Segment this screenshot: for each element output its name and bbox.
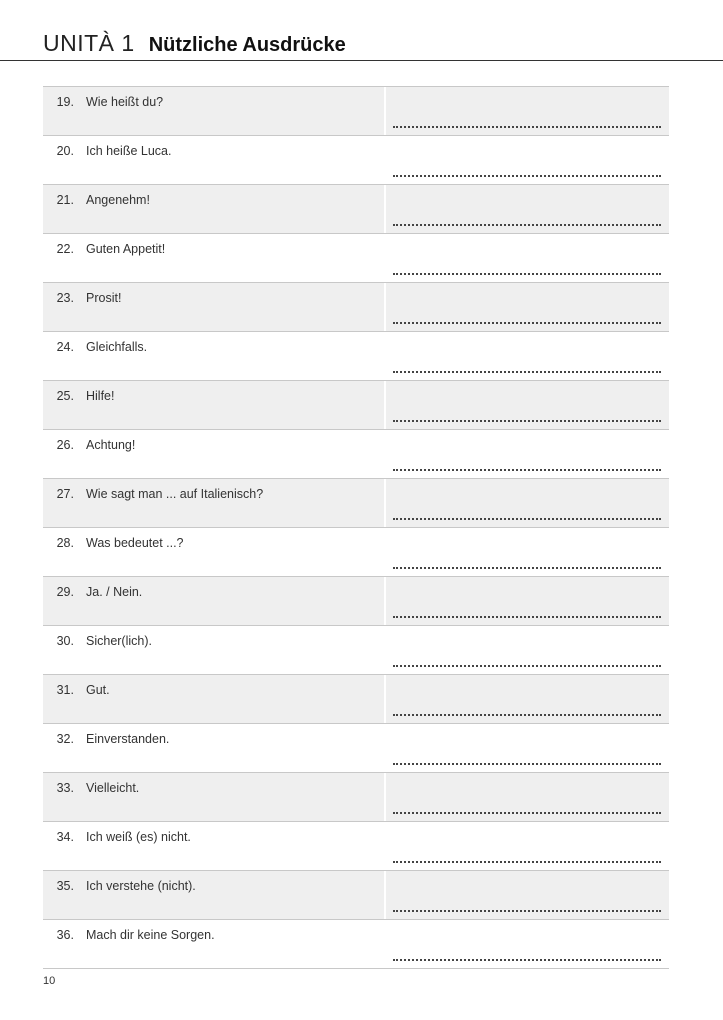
phrase-text: Gut. <box>86 683 110 697</box>
answer-line <box>393 714 661 716</box>
phrase-row <box>43 675 669 724</box>
phrase-number: 24. <box>56 340 74 354</box>
phrase-text: Ich verstehe (nicht). <box>86 879 196 893</box>
phrase-text: Ja. / Nein. <box>86 585 143 599</box>
phrase-row <box>43 430 669 479</box>
phrase-number: 23. <box>56 291 74 305</box>
phrase-number: 21. <box>56 193 74 207</box>
column-divider <box>384 773 386 821</box>
phrase-row <box>43 920 669 969</box>
phrase-number: 32. <box>56 732 74 746</box>
phrase-row <box>43 626 669 675</box>
phrase-row <box>43 724 669 773</box>
answer-line <box>393 665 661 667</box>
phrase-text: Ich weiß (es) nicht. <box>86 830 191 844</box>
phrase-text: Achtung! <box>86 438 136 452</box>
phrase-number: 33. <box>56 781 74 795</box>
answer-line <box>393 959 661 961</box>
phrase-number: 34. <box>56 830 74 844</box>
phrase-text: Sicher(lich). <box>86 634 152 648</box>
phrase-text: Wie sagt man ... auf Italienisch? <box>86 487 264 501</box>
phrase-number: 27. <box>56 487 74 501</box>
answer-line <box>393 567 661 569</box>
phrase-row <box>43 234 669 283</box>
phrase-row <box>43 136 669 185</box>
phrase-row <box>43 822 669 871</box>
answer-line <box>393 420 661 422</box>
answer-line <box>393 812 661 814</box>
phrase-row <box>43 381 669 430</box>
phrase-number: 20. <box>56 144 74 158</box>
answer-line <box>393 371 661 373</box>
answer-line <box>393 861 661 863</box>
phrase-text: Ich heiße Luca. <box>86 144 172 158</box>
column-divider <box>384 577 386 625</box>
phrase-row <box>43 577 669 626</box>
phrase-row <box>43 528 669 577</box>
phrase-row <box>43 332 669 381</box>
column-divider <box>384 87 386 135</box>
unit-label: UNITÀ 1 <box>43 30 135 56</box>
phrase-number: 28. <box>56 536 74 550</box>
page-number: 10 <box>43 975 56 987</box>
answer-line <box>393 273 661 275</box>
phrase-number: 31. <box>56 683 74 697</box>
column-divider <box>384 283 386 331</box>
phrase-number: 25. <box>56 389 74 403</box>
phrase-row <box>43 86 669 136</box>
answer-line <box>393 224 661 226</box>
page-header <box>43 30 346 60</box>
phrase-number: 30. <box>56 634 74 648</box>
column-divider <box>384 479 386 527</box>
answer-line <box>393 322 661 324</box>
phrase-text: Was bedeutet ...? <box>86 536 184 550</box>
column-divider <box>384 871 386 919</box>
answer-line <box>393 469 661 471</box>
phrase-row <box>43 871 669 920</box>
answer-line <box>393 175 661 177</box>
phrase-text: Einverstanden. <box>86 732 170 746</box>
phrase-text: Prosit! <box>86 291 122 305</box>
phrase-number: 19. <box>56 95 74 109</box>
phrase-text: Gleichfalls. <box>86 340 148 354</box>
phrase-text: Vielleicht. <box>86 781 140 795</box>
column-divider <box>384 185 386 233</box>
answer-line <box>393 126 661 128</box>
phrase-number: 26. <box>56 438 74 452</box>
section-title: Nützliche Ausdrücke <box>148 34 346 56</box>
phrase-text: Angenehm! <box>86 193 150 207</box>
phrase-row <box>43 185 669 234</box>
answer-line <box>393 616 661 618</box>
phrase-number: 29. <box>56 585 74 599</box>
answer-line <box>393 910 661 912</box>
answer-line <box>393 763 661 765</box>
column-divider <box>384 675 386 723</box>
phrase-table <box>43 86 669 969</box>
phrase-text: Wie heißt du? <box>86 95 164 109</box>
phrase-number: 35. <box>56 879 74 893</box>
phrase-text: Mach dir keine Sorgen. <box>86 928 215 942</box>
phrase-row <box>43 773 669 822</box>
phrase-text: Hilfe! <box>86 389 115 403</box>
phrase-text: Guten Appetit! <box>86 242 166 256</box>
phrase-number: 22. <box>56 242 74 256</box>
phrase-row <box>43 479 669 528</box>
answer-line <box>393 518 661 520</box>
phrase-number: 36. <box>56 928 74 942</box>
column-divider <box>384 381 386 429</box>
header-rule <box>0 60 723 61</box>
phrase-row <box>43 283 669 332</box>
